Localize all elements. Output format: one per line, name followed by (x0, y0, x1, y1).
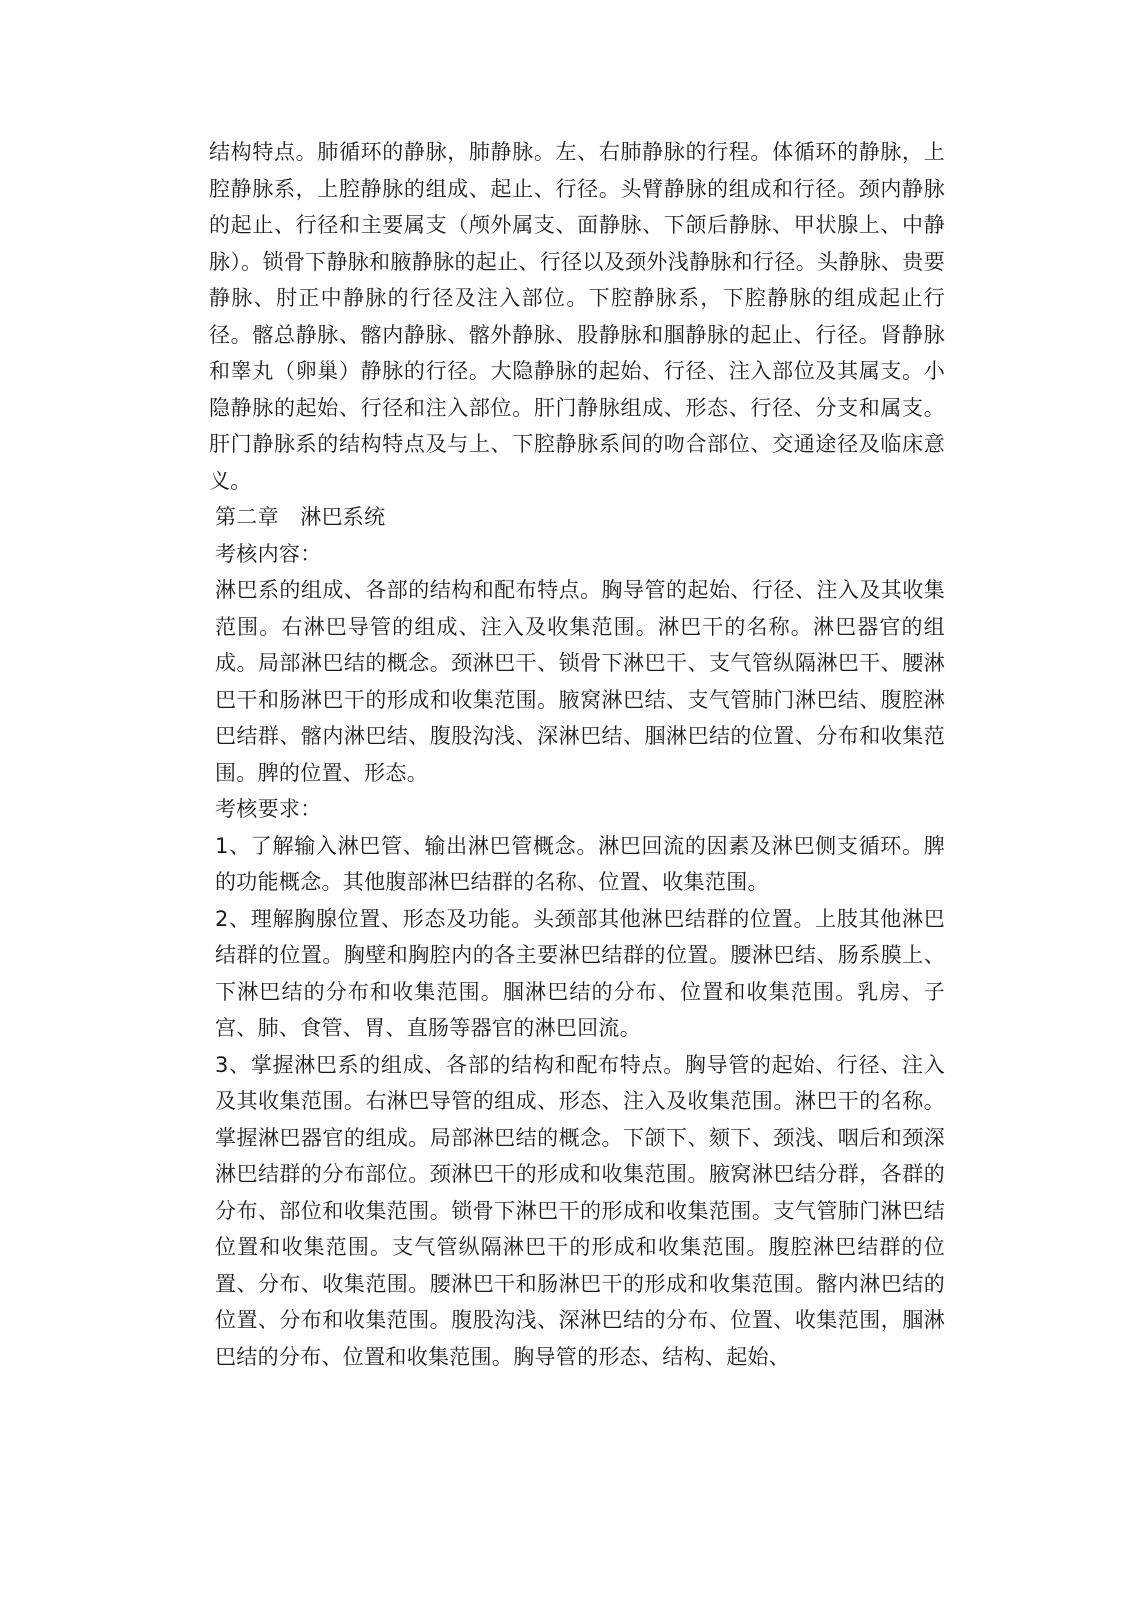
requirements-heading: 考核要求： (215, 797, 322, 821)
content-heading: 考核内容： (215, 541, 322, 566)
content-paragraph: 淋巴系的组成、各部的结构和配布特点。胸导管的起始、行径、注入及其收集范围。右淋巴导管的组成、注入及收集范围。淋巴干的名称。淋巴器官的组成。局部淋巴结的概念。颈淋巴干、锁骨下淋巴干、支气管纵隔淋巴干、腰淋巴干和肠淋巴干的形成和收集范围。腋窝淋巴结、支气管肺门淋巴结、腹腔淋巴结群、髂内淋巴结、腹股沟浅、深淋巴结、腘淋巴结的位置、分布和收集范围。脾的位置、形态。 (215, 578, 945, 785)
requirement-1: 1、了解输入淋巴管、输出淋巴管概念。淋巴回流的因素及淋巴侧支循环。脾的功能概念。其他腹部淋巴结群的名称、位置、收集范围。 (215, 833, 945, 894)
requirement-3: 3、掌握淋巴系的组成、各部的结构和配布特点。胸导管的起始、行径、注入及其收集范围。右淋巴导管的组成、形态、注入及收集范围。淋巴干的名称。掌握淋巴器官的组成。局部淋巴结的概念。下颌下、颏下、颈浅、咽后和颈深淋巴结群的分布部位。颈淋巴干的形成和收集范围。腋窝淋巴结分群，各群的分布、部位和收集范围。锁骨下淋巴干的形成和收集范围。支气管肺门淋巴结位置和收集范围。支气管纵隔淋巴干的形成和收集范围。腹腔淋巴结群的位置、分布、收集范围。腰淋巴干和肠淋巴干的形成和收集范围。髂内淋巴结的位置、分布和收集范围。腹股沟浅、深淋巴结的分布、位置、收集范围，腘淋巴结的分布、位置和收集范围。胸导管的形态、结构、起始、 (215, 1052, 945, 1369)
requirement-2: 2、理解胸腺位置、形态及功能。头颈部其他淋巴结群的位置。上肢其他淋巴结群的位置。胸壁和胸腔内的各主要淋巴结群的位置。腰淋巴结、肠系膜上、下淋巴结的分布和收集范围。腘淋巴结的分布、位置和收集范围。乳房、子宫、肺、食管、胃、直肠等器官的淋巴回流。 (215, 906, 945, 1040)
chapter-title: 第二章 淋巴系统 (215, 505, 386, 529)
intro-paragraph: 结构特点。肺循环的静脉，肺静脉。左、右肺静脉的行程。体循环的静脉，上腔静脉系，上腔静脉的组成、起止、行径。头臂静脉的组成和行径。颈内静脉的起止、行径和主要属支（颅外属支、面静脉、下颌后静脉、甲状腺上、中静脉）。锁骨下静脉和腋静脉的起止、行径以及颈外浅静脉和行径。头静脉、贵要静脉、肘正中静脉的行径及注入部位。下腔静脉系，下腔静脉的组成起止行径。髂总静脉、髂内静脉、髂外静脉、股静脉和腘静脉的起止、行径。肾静脉和睾丸（卵巢）静脉的行径。大隐静脉的起始、行径、注入部位及其属支。小隐静脉的起始、行径和注入部位。肝门静脉组成、形态、行径、分支和属支。肝门静脉系的结构特点及与上、下腔静脉系间的吻合部位、交通途径及临床意义。 (209, 140, 945, 493)
document-page (209, 134, 945, 1375)
